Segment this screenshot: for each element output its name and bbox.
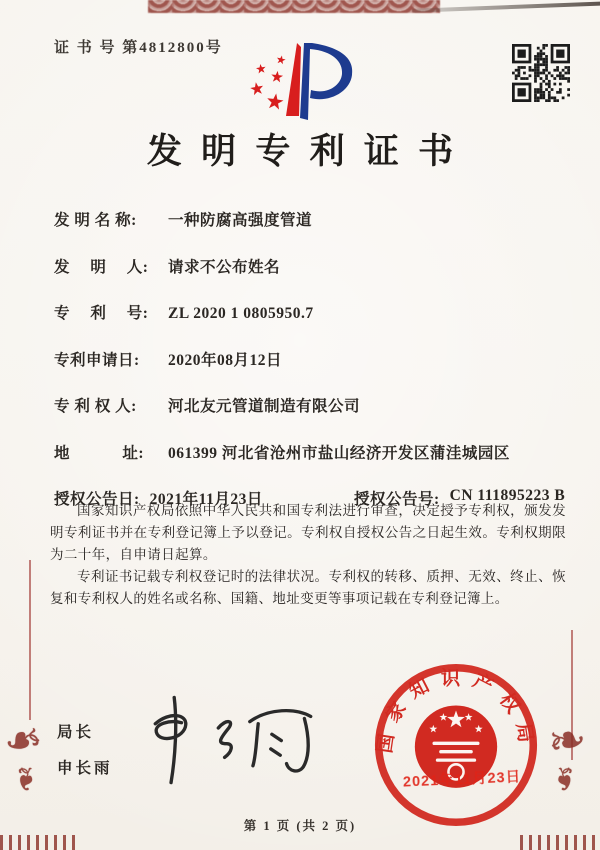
field-patentee — [54, 394, 566, 416]
field-value: 请求不公布姓名 — [168, 258, 281, 276]
field-address — [54, 441, 566, 463]
field-label: 专 利 号: — [54, 305, 149, 322]
left-border-hairline — [29, 560, 31, 720]
field-filing-date — [54, 348, 566, 370]
field-value: 2021年11月23日 — [149, 491, 263, 508]
certificate-number: 证 书 号 第4812800号 — [54, 40, 223, 56]
top-border-ornament — [148, 0, 440, 13]
field-label: 地 址: — [54, 444, 145, 462]
patent-office-logo-icon — [248, 40, 380, 128]
field-label: 专利申请日: — [54, 351, 140, 369]
field-inventor — [54, 255, 566, 277]
signatory-name: 申长雨 — [57, 760, 113, 777]
field-value: 061399 河北省沧州市盐山经济开发区蒲洼城园区 — [168, 444, 510, 462]
field-label: 发 明 名 称: — [54, 212, 137, 229]
field-label: 发 明 人: — [54, 258, 149, 276]
legal-paragraph-1: 国家知识产权局依照中华人民共和国专利法进行审查，决定授予专利权，颁发发明专利证书并在专利登记簿上予以登记。专利权自授权公告之日起生效。专利权期限为二十年，自申请日起算。 — [50, 503, 566, 562]
field-value: ZL 2020 1 0805950.7 — [168, 305, 314, 322]
bottom-fringe-ornament — [0, 835, 80, 850]
field-value: 河北友元管道制造有限公司 — [168, 398, 361, 415]
seal-date-stamp: 2021年11月23日 — [402, 769, 522, 791]
signatory-block — [57, 720, 113, 792]
corner-flourish-icon: ❧ — [545, 761, 587, 797]
legal-text — [50, 500, 566, 610]
legal-paragraph-2: 专利证书记载专利权登记时的法律状况。专利权的转移、质押、无效、终止、恢复和专利权人的姓名或名称、国籍、地址变更等事项记载在专利登记簿上。 — [50, 569, 566, 606]
field-value: 一种防腐高强度管道 — [168, 212, 313, 229]
field-list — [54, 208, 566, 509]
signature — [128, 692, 338, 787]
page-number: 第 1 页 (共 2 页) — [243, 819, 357, 833]
official-seal — [372, 661, 540, 829]
corner-flourish-icon: ❧ — [0, 712, 47, 769]
field-label: 授权公告号: — [354, 491, 440, 508]
bottom-fringe-ornament — [520, 835, 600, 850]
field-value: 2020年08月12日 — [168, 351, 283, 369]
field-label: 授权公告日: — [54, 491, 140, 508]
photo-edge-line — [412, 1, 600, 13]
field-label: 专 利 权 人: — [54, 398, 137, 415]
corner-flourish-icon: ❧ — [543, 712, 591, 769]
field-value: CN 111895223 B — [449, 487, 566, 504]
corner-flourish-icon: ❧ — [4, 761, 46, 797]
seal-text: 国家知识产权局 — [374, 668, 538, 755]
field-invention-name — [54, 208, 566, 230]
field-patent-number — [54, 301, 566, 323]
certificate-title: 发明专利证书 — [146, 132, 473, 171]
qr-code — [512, 44, 570, 102]
signatory-title: 局长 — [57, 724, 95, 741]
